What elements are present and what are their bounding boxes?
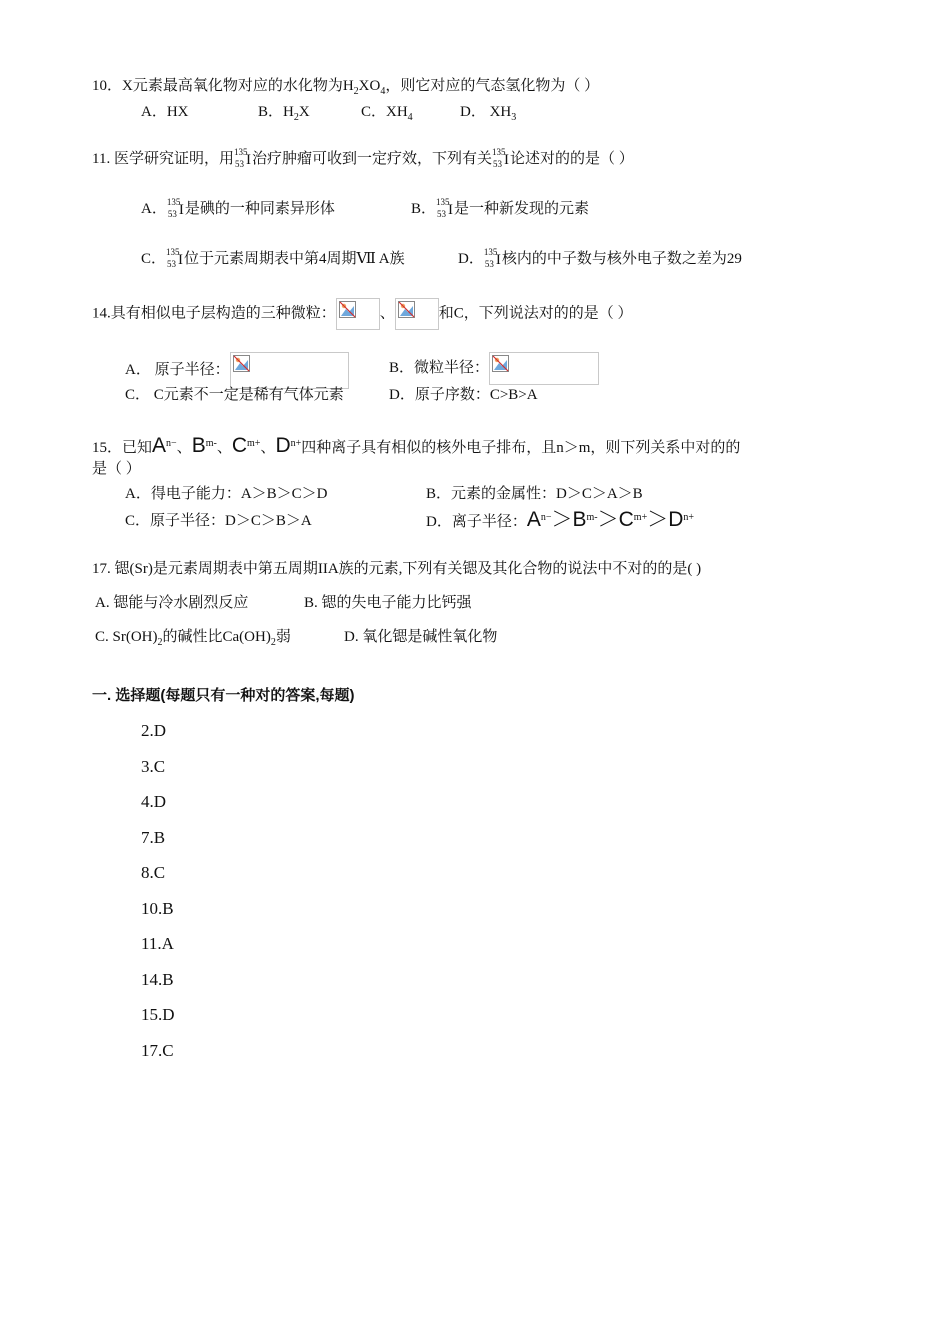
iodine-nuclide: 135 53 I — [491, 146, 509, 169]
answer-item: 4.D — [141, 792, 167, 811]
q15-option-c: C．原子半径：D＞C＞B＞A — [125, 513, 312, 529]
answer-item: 10.B — [141, 899, 174, 918]
broken-image-icon — [395, 298, 439, 330]
answer-item: 11.A — [141, 934, 174, 953]
answer-item: 7.B — [141, 828, 166, 847]
q15-stem: 15．已知$A^{n-}$、$B^{m-}$、$C^{m+}$、$D^{n+}$四种离子具有相似的核外电子排布，且n＞m，则下列关系中对的的 — [92, 434, 741, 457]
q14-stem: 14.具有相似电子层构造的三种微粒： 、 和C，下列说法对的的是（ ） — [92, 298, 633, 330]
q17-option-b: B. 锶的失电子能力比钙强 — [304, 595, 472, 611]
broken-image-icon — [336, 298, 380, 330]
q15-option-d: D．离子半径：$A^{n-}>B^{m-}>C^{m+}>D^{n+}$ — [426, 508, 695, 531]
q10-option-a: A．HX — [141, 104, 189, 120]
q15-option-b: B．元素的金属性：D＞C＞A＞B — [426, 486, 643, 502]
q11-option-a: A． 135 53 I 是碘的一种同素异形体 — [141, 196, 335, 219]
iodine-nuclide: 135 53 I — [233, 146, 251, 169]
answer-item: 3.C — [141, 757, 166, 776]
q15-stem-line2: 是（ ） — [92, 461, 141, 477]
q15-option-a: A．得电子能力：A＞B＞C＞D — [125, 486, 328, 502]
q14-option-d: D．原子序数：C>B>A — [389, 387, 538, 403]
answer-item: 14.B — [141, 970, 174, 989]
q14-option-b: B．微粒半径： — [389, 352, 599, 385]
broken-image-icon — [230, 352, 349, 389]
q17-option-a: A. 锶能与冷水剧烈反应 — [95, 595, 249, 611]
q10-stem: 10．X元素最高氧化物对应的水化物为$H_2XO_4$，则它对应的气态氢化物为（ ） — [92, 78, 600, 97]
q11-stem: 11. 医学研究证明，用 135 53 I 治疗肿瘤可收到一定疗效，下列有关 135 53 I 论述对的的是（ ） — [92, 146, 634, 169]
answers-header: 一. 选择题(每题只有一种对的答案,每题) — [92, 687, 355, 704]
q11-option-b: B． 135 53 I 是一种新发现的元素 — [411, 196, 590, 219]
q17-option-d: D. 氧化锶是碱性氧化物 — [344, 629, 498, 645]
q14-option-c: C． C元素不一定是稀有气体元素 — [125, 387, 344, 403]
answer-item: 15.D — [141, 1005, 175, 1024]
q17-option-c: C. $Sr(OH)_2$的碱性比$Ca(OH)_2$弱 — [95, 629, 291, 648]
answer-item: 17.C — [141, 1041, 174, 1060]
answer-item: 2.D — [141, 721, 167, 740]
q11-option-d: D． 135 53 I 核内的中子数与核外电子数之差为29 — [458, 246, 742, 269]
q11-option-c: C． 135 53 I 位于元素周期表中第4周期Ⅶ A族 — [141, 246, 405, 269]
q14-option-a: A． 原子半径： — [125, 352, 349, 389]
q10-option-d: D． $XH_3$ — [460, 104, 517, 123]
broken-image-icon — [489, 352, 599, 385]
q10-option-b: B．$H_2X$ — [258, 104, 310, 123]
q17-stem: 17. 锶(Sr)是元素周期表中第五周期IIA族的元素,下列有关锶及其化合物的说法中不对的的是( ) — [92, 561, 702, 577]
answer-item: 8.C — [141, 863, 166, 882]
q10-option-c: C．$XH_4$ — [361, 104, 413, 123]
